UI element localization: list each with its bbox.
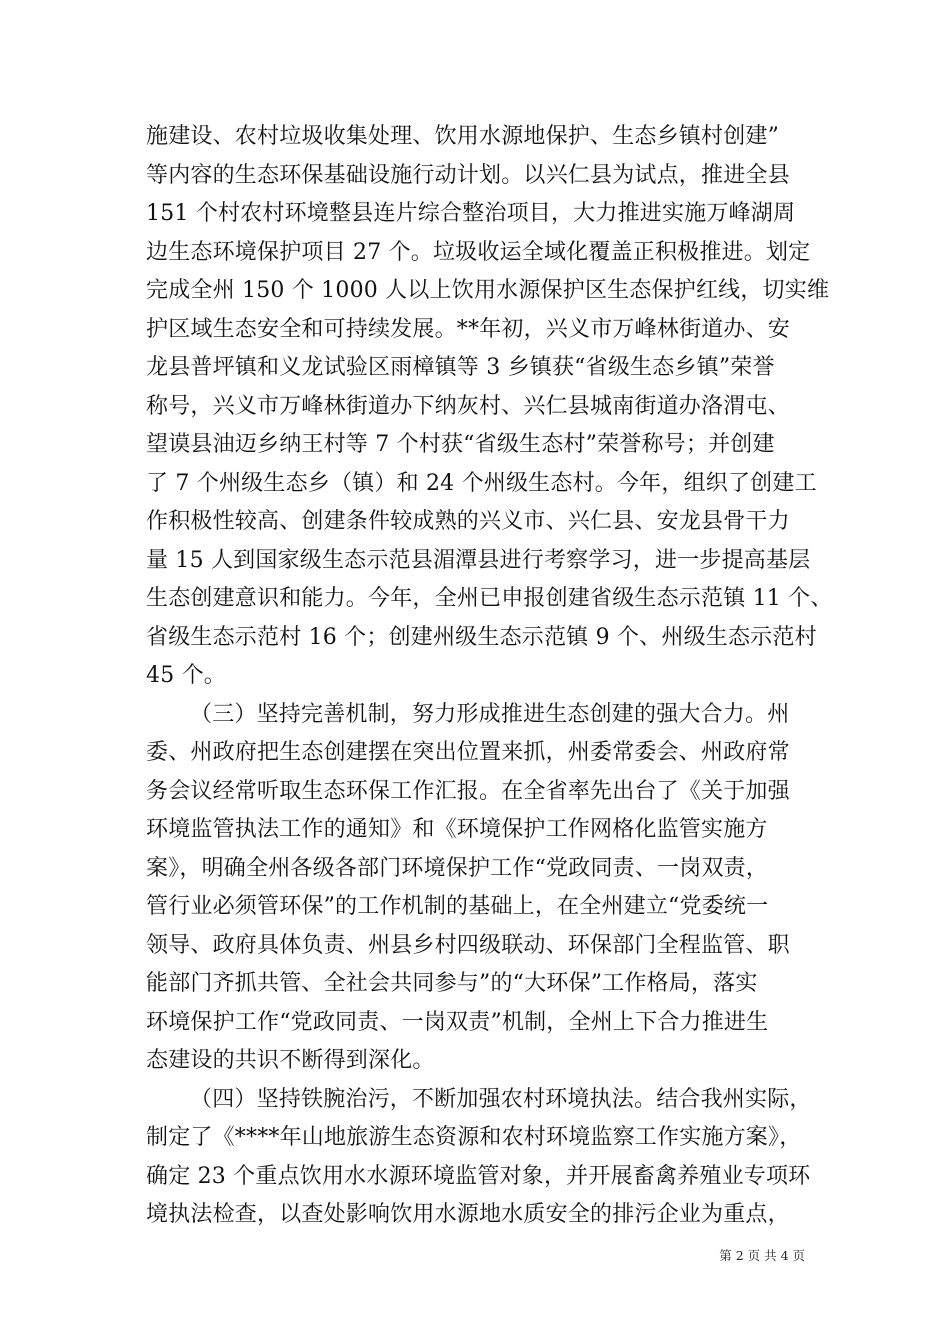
- text-line: 环境保护工作“党政同责、一岗双责”机制，全州上下合力推进生: [146, 1009, 769, 1035]
- paragraph-continued: [146, 118, 833, 696]
- text-line: 环境监管执法工作的通知》和《环境保护工作网格化监管实施方: [146, 817, 768, 842]
- text-line: 境执法检查，以查处影响饮用水源地水质安全的排污企业为重点，: [146, 1202, 790, 1227]
- text-line: 望谟县油迈乡纳王村等 7 个村获“省级生态村”荣誉称号；并创建: [146, 432, 775, 457]
- text-line: 务会议经常听取生态环保工作汇报。在全省率先出台了《关于加强: [146, 778, 790, 804]
- text-line: （三）坚持完善机制，努力形成推进生态创建的强大合力。州: [190, 701, 790, 727]
- text-line: 领导、政府具体负责、州县乡村四级联动、环保部门全程监管、职: [146, 932, 790, 958]
- text-line: （四）坚持铁腕治污，不断加强农村环境执法。结合我州实际，: [190, 1086, 812, 1112]
- text-line: 委、州政府把生态创建摆在突出位置来抓，州委常委会、州政府常: [146, 740, 790, 765]
- text-line: 作积极性较高、创建条件较成熟的兴义市、兴仁县、安龙县骨干力: [146, 509, 790, 534]
- text-line: 称号，兴义市万峰林街道办下纳灰村、兴仁县城南街道办洛渭屯、: [146, 393, 790, 419]
- text-line: 等内容的生态环保基础设施行动计划。以兴仁县为试点，推进全县: [146, 162, 790, 188]
- text-line: 量 15 人到国家级生态示范县湄潭县进行考察学习，进一步提高基层: [146, 547, 811, 573]
- paragraph-section-three: [146, 696, 810, 1081]
- text-line: 龙县普坪镇和义龙试验区雨樟镇等 3 乡镇获“省级生态乡镇”荣誉: [146, 355, 775, 380]
- text-line: 生态创建意识和能力。今年，全州已申报创建省级生态示范镇 11 个、: [146, 586, 833, 611]
- text-line: 确定 23 个重点饮用水水源环境监管对象，并开展畜禽养殖业专项环: [146, 1163, 811, 1189]
- text-line: 边生态环境保护项目 27 个。垃圾收运全域化覆盖正积极推进。划定: [146, 239, 811, 265]
- text-line: 能部门齐抓共管、全社会共同参与”的“大环保”工作格局，落实: [146, 971, 758, 996]
- text-line: 施建设、农村垃圾收集处理、饮用水源地保护、生态乡镇村创建”: [146, 124, 780, 149]
- paragraph-section-four: [146, 1081, 810, 1235]
- text-line: 护区域生态安全和可持续发展。**年初，兴义市万峰林街道办、安: [146, 316, 791, 342]
- text-line: 151 个村农村环境整县连片综合整治项目，大力推进实施万峰湖周: [146, 201, 796, 226]
- text-line: 管行业必须管环保”的工作机制的基础上，在全州建立“党委统一: [146, 894, 769, 919]
- text-line: 态建设的共识不断得到深化。: [146, 1048, 435, 1073]
- document-body: [146, 118, 833, 1235]
- text-line: 完成全州 150 个 1000 人以上饮用水源保护区生态保护红线，切实维: [146, 278, 830, 303]
- text-line: 45 个。: [146, 663, 226, 688]
- text-line: 案》，明确全州各级各部门环境保护工作“党政同责、一岗双责，: [146, 855, 769, 881]
- text-line: 省级生态示范村 16 个；创建州级生态示范镇 9 个、州级生态示范村: [146, 624, 817, 650]
- page-number-footer: 第 2 页 共 4 页: [719, 1248, 805, 1263]
- text-line: 制定了《****年山地旅游生态资源和农村环境监察工作实施方案》，: [146, 1125, 802, 1150]
- text-line: 了 7 个州级生态乡（镇）和 24 个州级生态村。今年，组织了创建工: [146, 470, 817, 496]
